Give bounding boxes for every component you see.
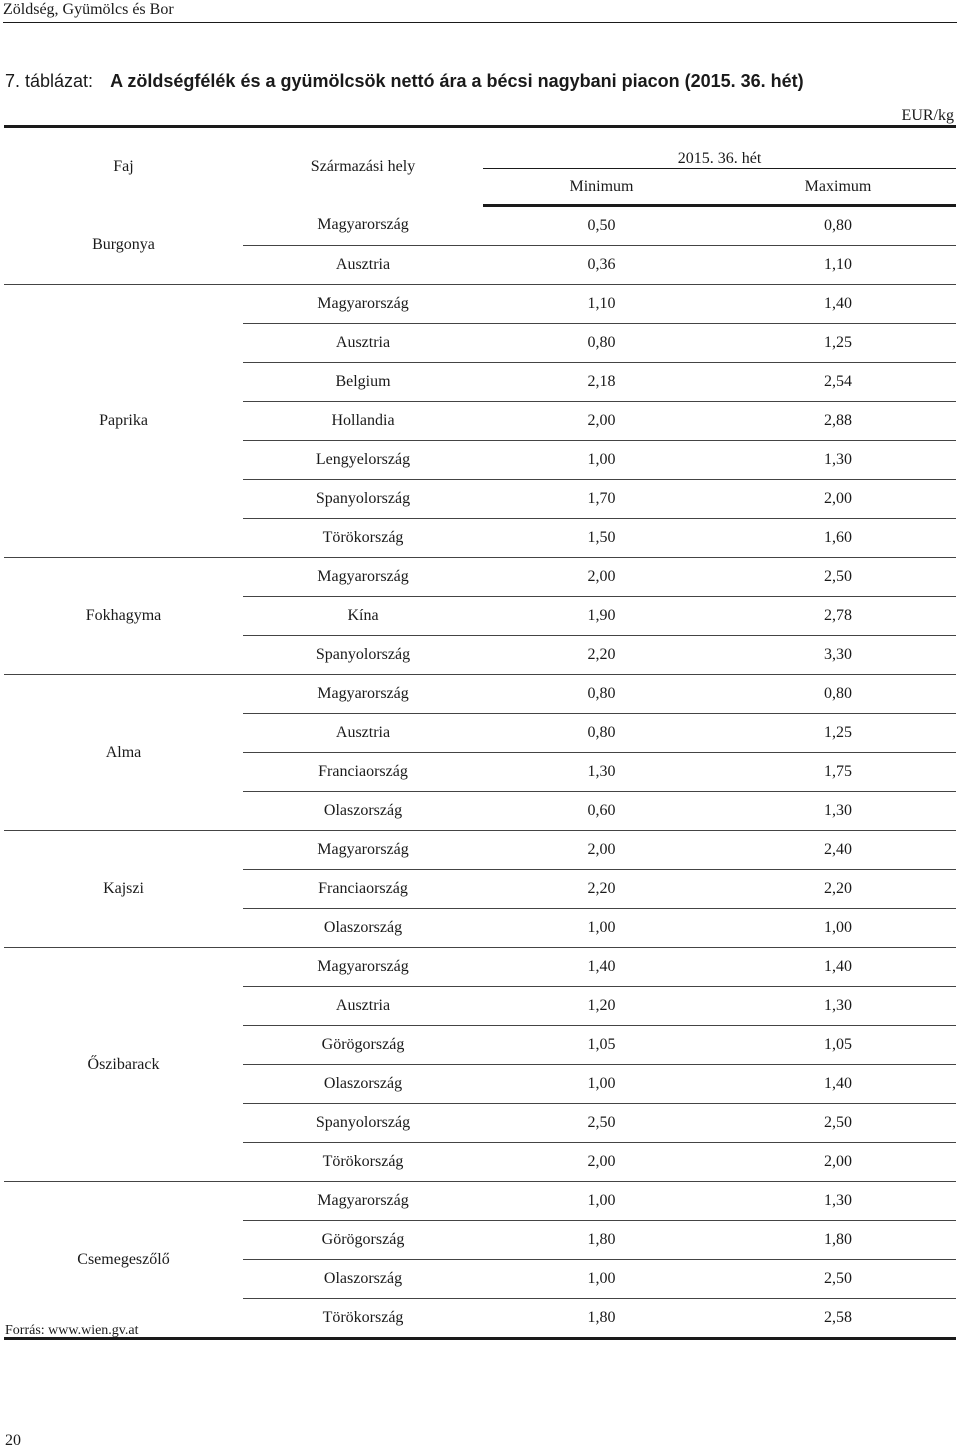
- minimum-cell: 2,00: [483, 402, 720, 441]
- maximum-cell: 1,40: [720, 1065, 956, 1104]
- column-header-maximum: Maximum: [720, 169, 956, 206]
- maximum-cell: 1,40: [720, 948, 956, 987]
- minimum-cell: 1,00: [483, 1182, 720, 1221]
- maximum-cell: 1,30: [720, 792, 956, 831]
- table-row: [4, 948, 956, 987]
- maximum-cell: 1,30: [720, 441, 956, 480]
- minimum-cell: 2,20: [483, 870, 720, 909]
- maximum-cell: 2,58: [720, 1299, 956, 1339]
- origin-cell: Spanyolország: [243, 1104, 483, 1143]
- minimum-cell: 2,18: [483, 363, 720, 402]
- origin-cell: Hollandia: [243, 402, 483, 441]
- origin-cell: Törökország: [243, 1299, 483, 1339]
- species-cell: Őszibarack: [4, 948, 243, 1182]
- origin-cell: Magyarország: [243, 558, 483, 597]
- species-cell: Burgonya: [4, 206, 243, 285]
- column-header-origin: Származási hely: [243, 127, 483, 206]
- minimum-cell: 2,20: [483, 636, 720, 675]
- maximum-cell: 1,25: [720, 324, 956, 363]
- species-cell: Alma: [4, 675, 243, 831]
- minimum-cell: 1,40: [483, 948, 720, 987]
- minimum-cell: 0,80: [483, 714, 720, 753]
- table-title: A zöldségfélék és a gyümölcsök nettó ára a bécsi nagybani piacon (2015. 36. hét): [110, 71, 804, 91]
- minimum-cell: 1,05: [483, 1026, 720, 1065]
- minimum-cell: 2,00: [483, 1143, 720, 1182]
- minimum-cell: 1,80: [483, 1299, 720, 1339]
- maximum-cell: 2,50: [720, 558, 956, 597]
- origin-cell: Kína: [243, 597, 483, 636]
- origin-cell: Magyarország: [243, 948, 483, 987]
- maximum-cell: 2,00: [720, 1143, 956, 1182]
- origin-cell: Belgium: [243, 363, 483, 402]
- maximum-cell: 1,30: [720, 1182, 956, 1221]
- table-caption: [5, 69, 804, 93]
- column-header-period: 2015. 36. hét: [483, 127, 956, 169]
- minimum-cell: 1,00: [483, 1065, 720, 1104]
- table-number: 7. táblázat:: [5, 71, 94, 91]
- origin-cell: Görögország: [243, 1026, 483, 1065]
- table-row: [4, 675, 956, 714]
- origin-cell: Spanyolország: [243, 480, 483, 519]
- minimum-cell: 1,00: [483, 909, 720, 948]
- origin-cell: Ausztria: [243, 987, 483, 1026]
- maximum-cell: 1,30: [720, 987, 956, 1026]
- maximum-cell: 2,00: [720, 480, 956, 519]
- maximum-cell: 1,05: [720, 1026, 956, 1065]
- species-cell: Kajszi: [4, 831, 243, 948]
- column-header-minimum: Minimum: [483, 169, 720, 206]
- origin-cell: Olaszország: [243, 1260, 483, 1299]
- minimum-cell: 1,10: [483, 285, 720, 324]
- origin-cell: Magyarország: [243, 1182, 483, 1221]
- header-divider: [3, 22, 957, 23]
- minimum-cell: 1,30: [483, 753, 720, 792]
- origin-cell: Magyarország: [243, 206, 483, 246]
- origin-cell: Törökország: [243, 1143, 483, 1182]
- maximum-cell: 2,40: [720, 831, 956, 870]
- maximum-cell: 1,40: [720, 285, 956, 324]
- origin-cell: Olaszország: [243, 909, 483, 948]
- origin-cell: Olaszország: [243, 792, 483, 831]
- minimum-cell: 1,80: [483, 1221, 720, 1260]
- minimum-cell: 0,80: [483, 324, 720, 363]
- origin-cell: Görögország: [243, 1221, 483, 1260]
- origin-cell: Spanyolország: [243, 636, 483, 675]
- minimum-cell: 0,50: [483, 206, 720, 246]
- origin-cell: Lengyelország: [243, 441, 483, 480]
- origin-cell: Ausztria: [243, 246, 483, 285]
- origin-cell: Magyarország: [243, 675, 483, 714]
- origin-cell: Ausztria: [243, 324, 483, 363]
- minimum-cell: 1,50: [483, 519, 720, 558]
- table-row: [4, 285, 956, 324]
- maximum-cell: 2,54: [720, 363, 956, 402]
- minimum-cell: 1,00: [483, 1260, 720, 1299]
- unit-label: EUR/kg: [901, 107, 954, 124]
- species-cell: Fokhagyma: [4, 558, 243, 675]
- minimum-cell: 2,00: [483, 558, 720, 597]
- maximum-cell: 0,80: [720, 675, 956, 714]
- maximum-cell: 1,80: [720, 1221, 956, 1260]
- maximum-cell: 2,50: [720, 1260, 956, 1299]
- origin-cell: Törökország: [243, 519, 483, 558]
- species-cell: Csemegeszőlő: [4, 1182, 243, 1339]
- origin-cell: Franciaország: [243, 753, 483, 792]
- maximum-cell: 2,78: [720, 597, 956, 636]
- price-table-body: [4, 206, 956, 1339]
- running-header: Zöldség, Gyümölcs és Bor: [3, 1, 174, 18]
- origin-cell: Magyarország: [243, 285, 483, 324]
- table-row: [4, 831, 956, 870]
- maximum-cell: 1,75: [720, 753, 956, 792]
- source-note: Forrás: www.wien.gv.at: [5, 1323, 139, 1338]
- minimum-cell: 0,80: [483, 675, 720, 714]
- minimum-cell: 0,60: [483, 792, 720, 831]
- maximum-cell: 0,80: [720, 206, 956, 246]
- minimum-cell: 0,36: [483, 246, 720, 285]
- origin-cell: Olaszország: [243, 1065, 483, 1104]
- table-row: [4, 1182, 956, 1221]
- origin-cell: Magyarország: [243, 831, 483, 870]
- minimum-cell: 1,00: [483, 441, 720, 480]
- origin-cell: Ausztria: [243, 714, 483, 753]
- maximum-cell: 1,25: [720, 714, 956, 753]
- page-number: 20: [5, 1432, 21, 1449]
- minimum-cell: 1,70: [483, 480, 720, 519]
- maximum-cell: 2,50: [720, 1104, 956, 1143]
- minimum-cell: 2,00: [483, 831, 720, 870]
- maximum-cell: 1,00: [720, 909, 956, 948]
- maximum-cell: 2,20: [720, 870, 956, 909]
- column-header-species: Faj: [4, 127, 243, 206]
- minimum-cell: 2,50: [483, 1104, 720, 1143]
- maximum-cell: 2,88: [720, 402, 956, 441]
- maximum-cell: 1,10: [720, 246, 956, 285]
- maximum-cell: 1,60: [720, 519, 956, 558]
- price-table: [4, 125, 956, 1340]
- origin-cell: Franciaország: [243, 870, 483, 909]
- minimum-cell: 1,90: [483, 597, 720, 636]
- minimum-cell: 1,20: [483, 987, 720, 1026]
- table-row: [4, 558, 956, 597]
- maximum-cell: 3,30: [720, 636, 956, 675]
- species-cell: Paprika: [4, 285, 243, 558]
- table-row: [4, 206, 956, 246]
